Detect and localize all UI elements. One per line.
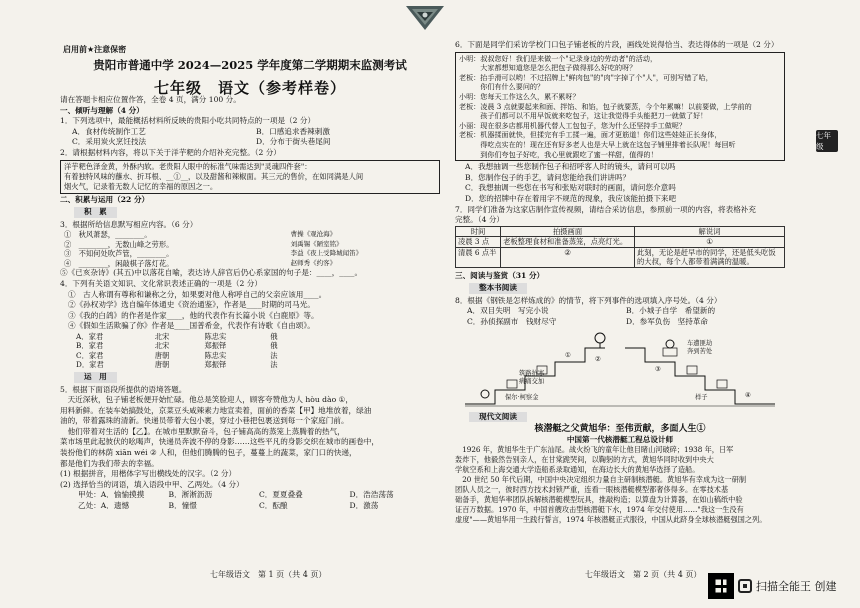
option-row bbox=[72, 332, 300, 342]
option-cell: D．家君 bbox=[76, 360, 104, 370]
shooting-plan-table bbox=[455, 226, 785, 268]
yi-b: B．憧憬 bbox=[168, 501, 197, 511]
question-4-option-table bbox=[72, 332, 300, 370]
page-footer-left: 七年级语文 第 1 页（共 4 页） bbox=[210, 570, 327, 579]
poem-row bbox=[60, 230, 440, 240]
poem-source: 曹操《观沧海》 bbox=[290, 230, 337, 239]
question-6: 6．下面是同学们采访学校门口包子铺老板的片段，画线处说得恰当、表达得体的一项是（2 分） bbox=[455, 40, 779, 49]
scanner-text: 扫描全能王 创建 bbox=[756, 580, 837, 593]
q8-c: C．孙侦探副市 钱财尽守 bbox=[467, 317, 557, 327]
yi-d: D．激荡 bbox=[349, 501, 379, 511]
option-cell: 郑振铎 bbox=[204, 341, 227, 351]
passage-line: 菜市场里此起彼伏的吆喝声，快递员奔波不停的身影……这些平凡的身影交织在城市的画卷中， bbox=[60, 437, 379, 447]
option-c: C．采用炭火烹饪技法 bbox=[72, 137, 147, 147]
banner-application: 运 用 bbox=[74, 372, 117, 383]
question-1: 1．下列选项中，最能概括材料所反映的贵阳小吃共同特点的一项是（2 分） bbox=[60, 116, 316, 126]
article-subtitle: 中国第一代核潜艇工程总设计师 bbox=[566, 434, 674, 444]
option-cell: B．家君 bbox=[76, 341, 104, 351]
poem-row bbox=[60, 259, 440, 269]
option-b: B．口感追求香辣刺激 bbox=[256, 126, 330, 136]
step-1: ① bbox=[565, 351, 571, 359]
table-header: 时间 bbox=[456, 226, 501, 237]
article-line: 团队人员之一，彼时西方技术封锁严重，连看一眼核潜艇模型都奢侈得多。在零技术基 bbox=[455, 485, 729, 495]
table-cell: ① bbox=[635, 237, 785, 248]
section-3-heading: 三、阅读与鉴赏（31 分） bbox=[455, 270, 545, 280]
school-emblem-icon bbox=[404, 4, 446, 32]
option-cell: 郑振铎 bbox=[204, 360, 227, 370]
dialog-line: 大家都想知道您是怎么把包子做得那么好吃的呀？ bbox=[459, 63, 637, 73]
option-cell: C．家君 bbox=[76, 350, 104, 360]
section-1-heading: 一、倾听与理解（4 分） bbox=[60, 105, 144, 115]
dialog-line: 孩子们都可以不用早饭就来吃包子，这让我觉得手头能把刀一就做了好！ bbox=[459, 111, 708, 121]
step-2: ② bbox=[595, 355, 601, 363]
step-3: ③ bbox=[655, 365, 661, 373]
box-line: 有着独特风味的蘸水、折耳根、__①__，以及甜酱和辣椒面。其三元的售价，在如同满是人间 bbox=[64, 171, 364, 181]
passage-line: 用料新鲜。在装车始搞鼓处，京菜豆头咸辣素力地宣卖着，面前的香菜【甲】地堆放着，绿油 bbox=[60, 405, 372, 415]
exam-title: 贵阳市普通中学 2024—2025 学年度第二学期期末监测考试 bbox=[93, 58, 407, 72]
table-header: 拍摄画面 bbox=[501, 226, 635, 237]
question-4-items bbox=[60, 290, 440, 332]
right-column bbox=[455, 40, 785, 525]
option-cell: 俄 bbox=[270, 331, 278, 341]
article-line: 证百万数据。1970 年，中国首艘攻击型核潜艇下水，1974 年交付使用……"我这一生没有 bbox=[455, 505, 744, 515]
option-cell: 唐朝 bbox=[154, 360, 170, 370]
banner-accumulation: 积 累 bbox=[74, 207, 117, 218]
question-6-option: A．我想抽调一些您制作包子和招呼客人时的镜头，请问可以吗 bbox=[465, 162, 676, 172]
question-8-options-2 bbox=[455, 317, 785, 328]
yi-options bbox=[60, 501, 440, 512]
option-cell: 法 bbox=[270, 350, 278, 360]
dialog-line: 小丽：现在很多店都用机器代替人工包包子，您为什么还坚持手工做呢？ bbox=[459, 120, 686, 130]
option-cell: 唐朝 bbox=[154, 350, 170, 360]
dialog-line: 老板：凌晨 3 点就要起来和面、拌馅、和馅，包子就要蒸，今个年累嘛！以前要做，上学前的 bbox=[459, 101, 752, 111]
label-illness: 病痛交加 bbox=[519, 377, 545, 385]
dialog-line: 老板：机器揉面就快，但揉完有手工揉一遍，面才更筋道！你们这些娃娃正长身体， bbox=[459, 130, 722, 140]
article-line: 虚度"——黄旭华用一生践行誓言，1974 年核潜艇正式服役，中国从此跻身全球核潜艇强国之列。 bbox=[455, 515, 767, 525]
q8-a: A．双目失明 写完小说 bbox=[467, 306, 549, 316]
passage-line: 天近深秋，包子铺老板便开始忙碌。他总是笑脸迎人，顾客夸赞他为人 hòu dào ①， bbox=[60, 395, 353, 405]
option-d: D．分布于街头巷尾间 bbox=[256, 137, 331, 147]
scanner-watermark bbox=[708, 573, 837, 599]
box-line: 洋芋粑色泽金黄，外酥内软。老贵阳人眼中的标准气味需达到"灵魂四件套"： bbox=[64, 161, 312, 171]
question-2-box bbox=[60, 160, 440, 194]
q8-b: B．小城子自学 希望新的 bbox=[626, 306, 716, 316]
poem-line: ② ________，无数山峰之劳形。 bbox=[64, 239, 174, 249]
section-2-heading: 二、积累与运用（22 分） bbox=[60, 194, 150, 204]
scanner-logo-icon bbox=[738, 579, 752, 593]
option-cell: 陈忠实 bbox=[204, 350, 227, 360]
dialog-line: 小明：叔叔您好！我们是来做一个"记录身边的劳动者"的活动， bbox=[459, 53, 658, 63]
question-8: 8．根据《钢铁是怎样炼成的》的情节，将下列事件的选项填入序号处。（4 分） bbox=[455, 295, 722, 305]
yi-a: 乙处：A．遗憾 bbox=[78, 501, 130, 511]
option-cell: 北宋 bbox=[154, 331, 170, 341]
question-8-options bbox=[455, 306, 785, 317]
question-7: 7．同学们准备为这家店制作宣传视频，请结合采访信息，参照前一项的内容，将表格补充 bbox=[455, 204, 756, 214]
question-5-1: (1) 根据拼音，用楷体字写出横线处的汉字。（2 分） bbox=[60, 469, 237, 479]
dialog-line: 小明：您每天工作这么久，累不累呀？ bbox=[459, 91, 580, 101]
dialog-line: 到你们夸包子好吃，我心里就跟吃了蜜一样甜，值得的！ bbox=[459, 149, 658, 159]
option-cell: 俄 bbox=[270, 341, 278, 351]
question-4-item: ③《我的白鸽》的作者是作家____，他的代表作有长篇小说《白鹿原》等。 bbox=[68, 310, 319, 320]
qr-code-icon bbox=[708, 573, 734, 599]
dialog-line: 得吃点实在的！现在还有好多老人也是大早上就在这包子铺里排着长队呢！每回听 bbox=[459, 139, 736, 149]
question-6-options bbox=[455, 162, 785, 204]
dialog-line: 你们有什么要问的？ bbox=[459, 82, 545, 92]
table-cell: ② bbox=[501, 247, 635, 267]
table-cell: 老板整理食材和准备蒸笼，点亮灯光。 bbox=[501, 237, 635, 248]
box-line: 烟火气，记录着无数人记忆的幸福的原因之一。 bbox=[64, 181, 218, 191]
exam-subtitle: 七年级 语文（参考样卷） bbox=[153, 79, 346, 97]
poem-table bbox=[60, 230, 440, 268]
label-sample: 样子 bbox=[695, 393, 708, 401]
table-cell: 此刻，无论是赶早市的同学，还是低头吃饭的大叔，每个人都带着满满的温暖。 bbox=[635, 247, 785, 267]
option-row bbox=[72, 341, 300, 351]
poem-source: 李益《夜上受降城闻笛》 bbox=[290, 249, 363, 258]
article-line: 1926 年，黄旭华生于广东汕尾。战火纷飞的童年让他目睹山河破碎；1938 年，日军 bbox=[455, 445, 734, 455]
question-5: 5．根据下面语段所提供的语境答题。 bbox=[60, 384, 187, 394]
grade-side-tab: 七年级 bbox=[816, 130, 838, 152]
step-4: ④ bbox=[745, 391, 751, 399]
poem-source: 刘禹锡《陋室铭》 bbox=[290, 239, 343, 248]
passage-line: 油的，带着露珠的清新。快递员带着大包小裹，穿过小巷把包裹送到每一个家庭门前。 bbox=[60, 416, 349, 426]
label-robbery: 车遭匪劫 bbox=[687, 339, 713, 347]
question-3-5: ⑤《已亥杂诗》(其五)中以落花自喻，表达诗人辞官后仍心系家国的句子是：____，____。 bbox=[60, 268, 363, 278]
label-pavel: 保尔·柯察金 bbox=[505, 393, 539, 401]
banner-whole-book: 整本书阅读 bbox=[469, 283, 527, 294]
notice: 请在答题卡相应位置作答，全卷 4 页，满分 100 分。 bbox=[60, 95, 241, 104]
passage-line: 都是他们为我们带去的幸福。 bbox=[60, 458, 159, 468]
jia-a: 甲处：A．愉愉摸摸 bbox=[78, 490, 145, 500]
article-line: 20 世纪 50 年代后期，中国中央决定组织力量自主研制核潜艇。黄旭华有幸成为这一研制 bbox=[455, 475, 747, 485]
question-5-2: (2) 选择恰当的词语，填入语段中甲、乙两处。（4 分） bbox=[60, 479, 244, 489]
plot-staircase-diagram bbox=[455, 330, 785, 410]
table-row bbox=[456, 237, 785, 248]
confidential-label: 启用前★注意保密 bbox=[63, 45, 127, 54]
question-7-b: 完整。（4 分） bbox=[455, 215, 505, 225]
label-hardship: 奔到苦处 bbox=[687, 347, 713, 355]
option-row bbox=[72, 360, 300, 370]
option-cell: A．家君 bbox=[76, 331, 104, 341]
question-1-options bbox=[60, 127, 440, 138]
question-4-item: ① 古人称谓有尊称和谦称之分，如果要对他人称呼自己的父亲应该用____。 bbox=[68, 289, 327, 299]
label-road-building: 筑路抗寒 bbox=[519, 369, 545, 377]
article-line: 学航空系和上海交通大学造船系录取通知，在海边长大的黄旭华选择了造船。 bbox=[455, 465, 700, 475]
page-footer-right: 七年级语文 第 2 页（共 4 页） bbox=[585, 570, 702, 579]
table-row bbox=[456, 247, 785, 267]
yi-c: C．酝酿 bbox=[259, 501, 288, 511]
table-header: 解说词 bbox=[635, 226, 785, 237]
poem-row bbox=[60, 240, 440, 250]
poem-line: ④ ________，闲敲棋子落灯花。 bbox=[64, 258, 174, 268]
article-title: 核潜艇之父黄旭华：至伟贡献，多面人生① bbox=[534, 424, 706, 435]
question-2: 2．请根据材料内容，将以下关于洋芋粑的介绍补充完整。（2 分） bbox=[60, 147, 281, 157]
question-6-option: D．您的招牌中存在着用字不规范的现象，我应该能拍摄下来吧 bbox=[465, 193, 677, 203]
poem-source: 赵师秀《约客》 bbox=[290, 258, 337, 267]
dialog bbox=[459, 54, 781, 160]
left-column bbox=[60, 95, 440, 512]
option-a: A．食材传统制作工艺 bbox=[72, 126, 146, 136]
article-line: 础备手，黄旭华率团队拆解核潜艇模型玩具，推敲构造；以算盘为计算器，在如山稿纸中验 bbox=[455, 495, 743, 505]
option-cell: 陈忠实 bbox=[204, 331, 227, 341]
jia-d: D．浩浩荡荡 bbox=[349, 490, 394, 500]
option-cell: 法 bbox=[270, 360, 278, 370]
question-1-options-2 bbox=[60, 137, 440, 148]
question-6-option: C．我想抽调一些您在书写和张贴对联时的画面，请问您介意吗 bbox=[465, 183, 676, 193]
q8-d: D．参军负伤 坚持革命 bbox=[626, 317, 709, 327]
jia-b: B．淅淅沥沥 bbox=[168, 490, 213, 500]
poem-row bbox=[60, 249, 440, 259]
question-4-item: ④《假如生活欺骗了你》作者是____国普希金，代表作有诗歌《自由颂》。 bbox=[68, 321, 315, 331]
question-4: 4．下列有关语文知识、文化常识表述正确的一项是（2 分） bbox=[60, 278, 262, 288]
passage bbox=[60, 395, 440, 469]
option-row bbox=[72, 351, 300, 361]
question-3: 3．根据所给信息默写相应内容。（6 分） bbox=[60, 219, 198, 229]
poem-line: ① 秋风萧瑟，________。 bbox=[64, 230, 152, 240]
article-body bbox=[455, 445, 785, 525]
jia-c: C．夏夏叠叠 bbox=[259, 490, 303, 500]
article-line: 轰炸下，他毅然告别亲人，在甘棠跪哭间，以鞠躬的方式，黄旭华同时收到中央大 bbox=[455, 455, 714, 465]
banner-modern-reading: 现代文阅读 bbox=[469, 412, 527, 423]
question-6-option: B．您制作包子的手艺，请问您能给我们讲讲吗？ bbox=[465, 172, 631, 182]
poem-line: ③ 不知何处吹芦管，________。 bbox=[64, 249, 174, 259]
table-cell: 清晨 6 点半 bbox=[456, 247, 501, 267]
question-4-item: ②《孙权劝学》选自编年体通史《资治通鉴》，作者是____时期的司马光。 bbox=[68, 300, 315, 310]
passage-line: 装扮他们的林荫 xiān wéi ② 人和，但他们腾腾的包子，蔓蔓上的蔬菜，家门口的快递， bbox=[60, 448, 357, 458]
dialog-line: 老板：抬手滑可以哟！不过招牌上"鲜肉包"的"肉"字掉了个"人"，可别写错了哈， bbox=[459, 72, 713, 82]
interview-box bbox=[455, 52, 785, 162]
option-cell: 北宋 bbox=[154, 341, 170, 351]
jia-options bbox=[60, 490, 440, 501]
table-cell: 凌晨 3 点 bbox=[456, 237, 501, 248]
passage-line: 他们带着对生活的【乙】。在城市里默默奋斗，包子铺高高的蒸笼上蒸腾着的热气， bbox=[60, 426, 345, 436]
